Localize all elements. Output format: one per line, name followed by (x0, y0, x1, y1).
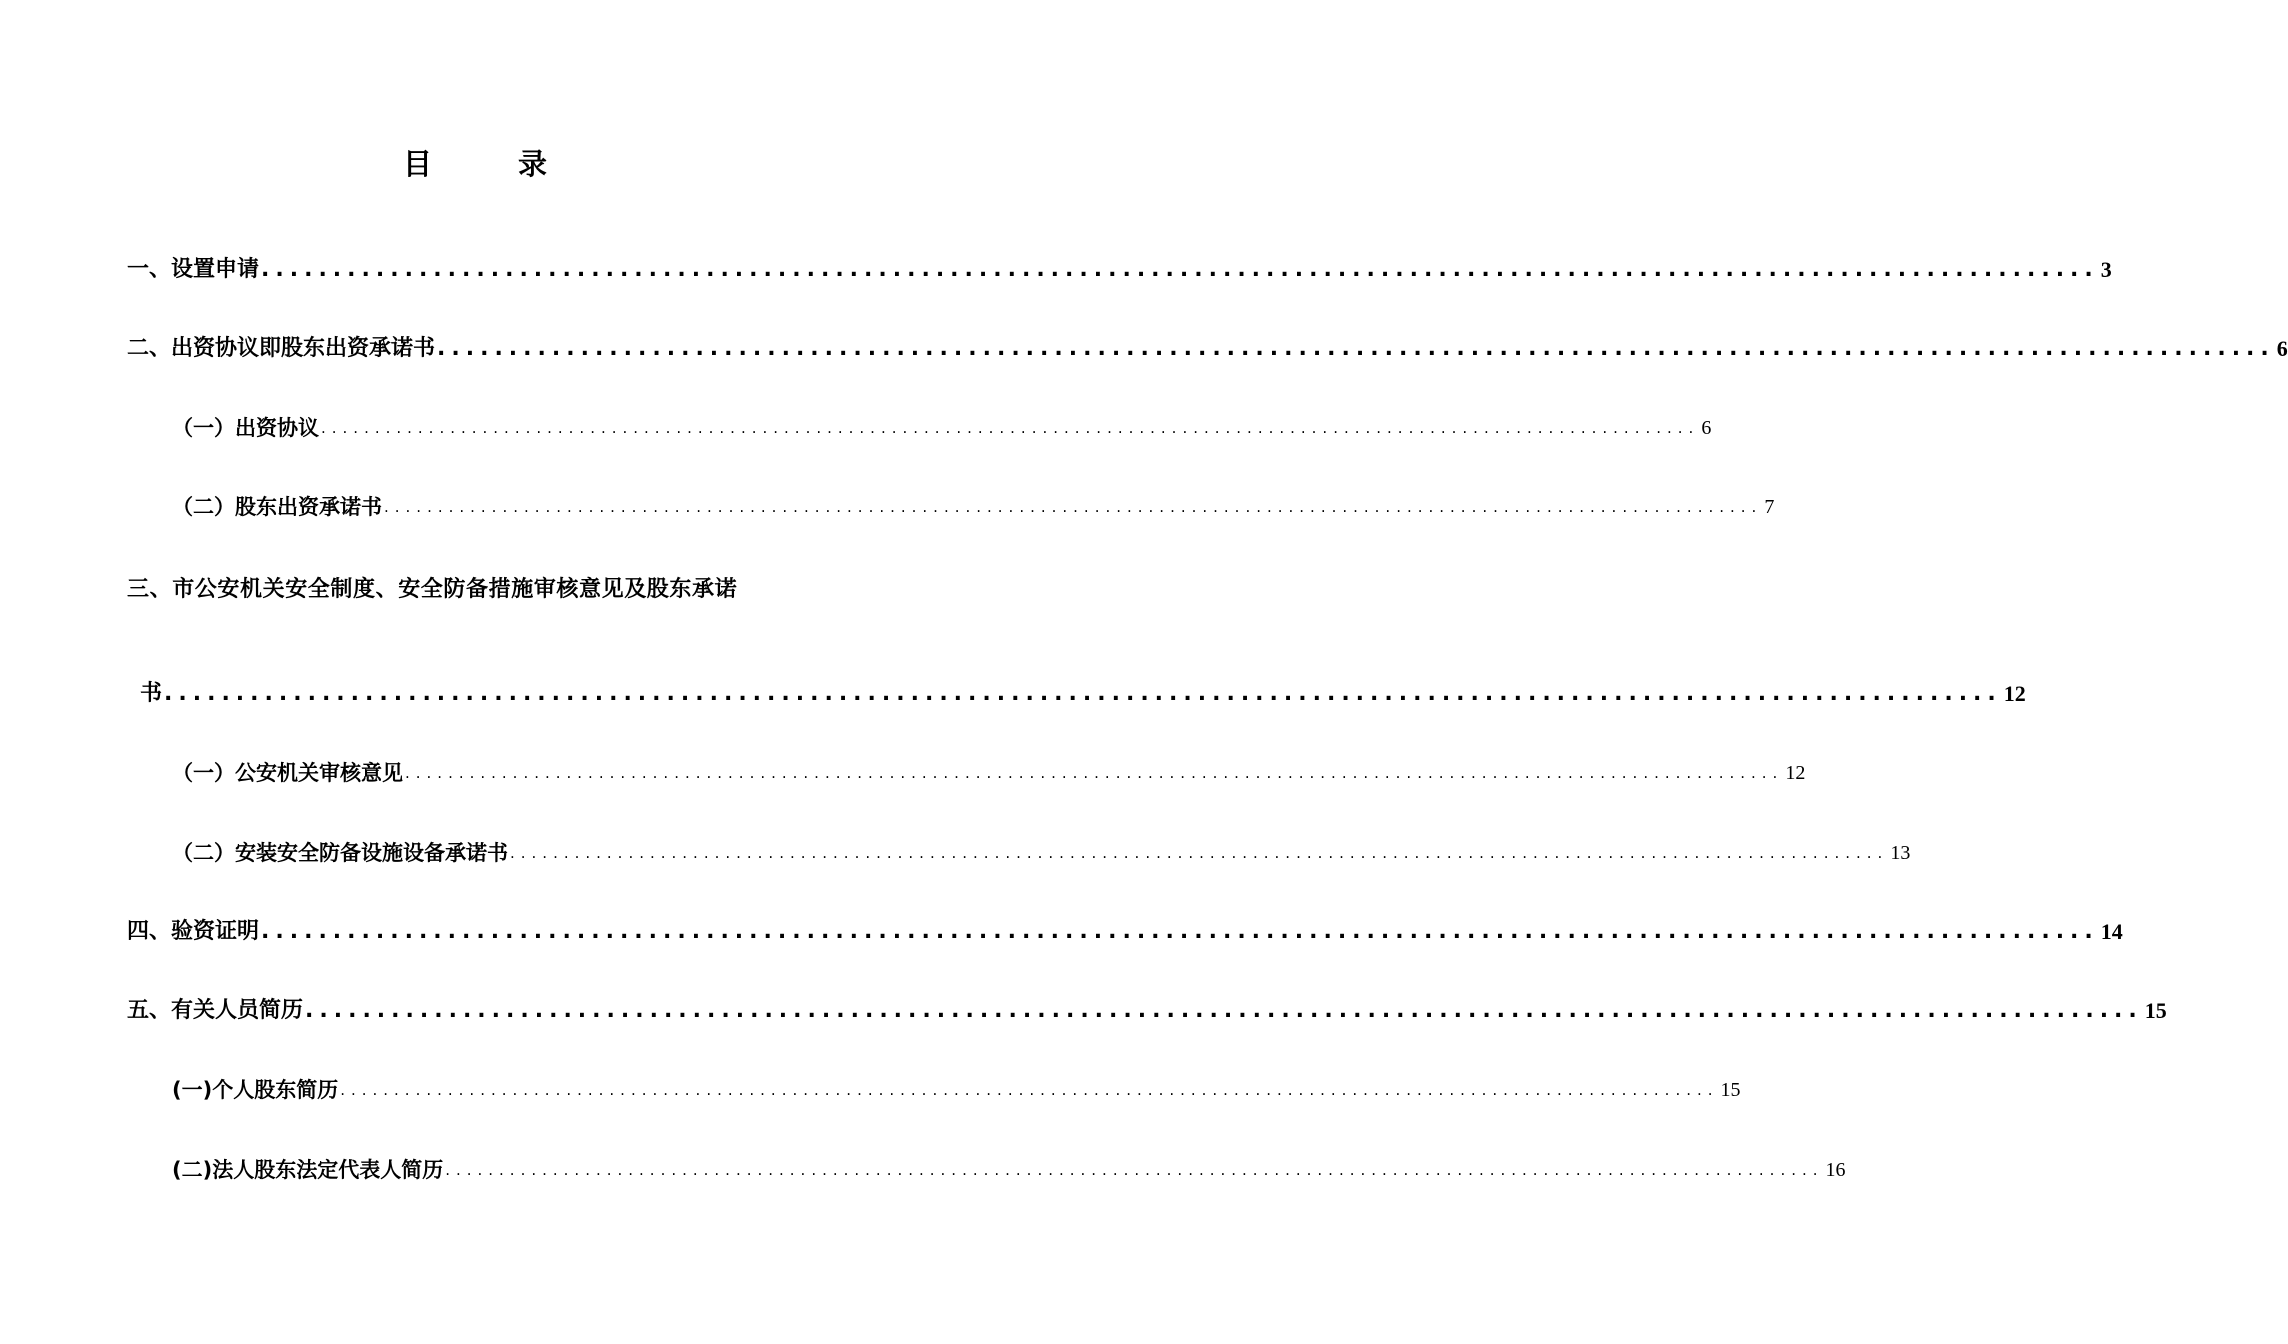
toc-entry-label: （二）股东出资承诺书 (172, 495, 382, 519)
toc-entry-label: （二）安装安全防备设施设备承诺书 (172, 841, 508, 865)
toc-entry-label: （一）公安机关审核意见 (172, 761, 403, 785)
toc-dot-leader: ................................................................................................................................ (437, 336, 2275, 361)
toc-entry-label: 五、有关人员简历 (127, 998, 304, 1023)
page-title: 目 录 (402, 147, 586, 181)
toc-subentry-legal-representative-resume[interactable] (172, 1153, 1846, 1187)
toc-subentry-security-equipment-pledge[interactable] (172, 836, 1911, 870)
toc-subentry-capital-agreement[interactable] (172, 411, 1712, 445)
toc-dot-leader: ................................................................................................................................ (321, 419, 1700, 437)
toc-page-number: 6 (2276, 336, 2288, 361)
toc-subentry-shareholder-pledge[interactable] (172, 490, 1775, 524)
toc-page-number: 7 (1764, 496, 1775, 518)
toc-page-number: 6 (1701, 417, 1712, 439)
toc-entry-capital-verification[interactable] (127, 915, 2123, 949)
toc-page-number: 14 (2100, 919, 2123, 944)
toc-subentry-individual-shareholder-resume[interactable] (172, 1073, 1741, 1107)
toc-subentry-police-review[interactable] (172, 756, 1806, 790)
toc-entry-label: (二)法人股东法定代表人简历 (172, 1158, 444, 1182)
toc-entry-label: （一）出资协议 (172, 416, 319, 440)
toc-dot-leader: ................................................................................................................................ (261, 919, 2099, 944)
toc-entry-security-review-label[interactable]: 三、市公安机关安全制度、安全防备措施审核意见及股东承诺 (127, 577, 738, 602)
toc-entry-label: 一、设置申请 (127, 257, 260, 282)
toc-entry-label: 四、验资证明 (127, 919, 260, 944)
toc-dot-leader: ................................................................................................................................ (445, 1161, 1824, 1179)
toc-entry-capital-agreement[interactable] (127, 332, 2288, 366)
toc-page-number: 12 (1785, 762, 1806, 784)
toc-page-number: 3 (2100, 257, 2112, 282)
toc-dot-leader: ................................................................................................................................ (340, 1081, 1719, 1099)
toc-page-number: 13 (1890, 842, 1911, 864)
toc-entry-label: 二、出资协议即股东出资承诺书 (127, 336, 436, 361)
toc-page-number: 15 (1720, 1079, 1741, 1101)
toc-dot-leader: ................................................................................................................................ (510, 844, 1889, 862)
toc-page-number: 12 (2003, 681, 2026, 706)
toc-dot-leader: ................................................................................................................................ (261, 257, 2099, 282)
toc-dot-leader: ................................................................................................................................ (305, 998, 2143, 1023)
toc-dot-leader: ................................................................................................................................ (384, 498, 1763, 516)
toc-dot-leader: ................................................................................................................................ (164, 681, 2002, 706)
toc-entry-security-review[interactable] (140, 677, 2026, 711)
toc-entry-personnel-resumes[interactable] (127, 994, 2167, 1028)
toc-dot-leader: ................................................................................................................................ (405, 764, 1784, 782)
toc-entry-setup-application[interactable] (127, 253, 2112, 287)
toc-entry-label-continued: 书 (140, 681, 163, 706)
toc-entry-label: (一)个人股东简历 (172, 1078, 339, 1102)
toc-page-number: 15 (2144, 998, 2167, 1023)
toc-page-number: 16 (1825, 1159, 1846, 1181)
